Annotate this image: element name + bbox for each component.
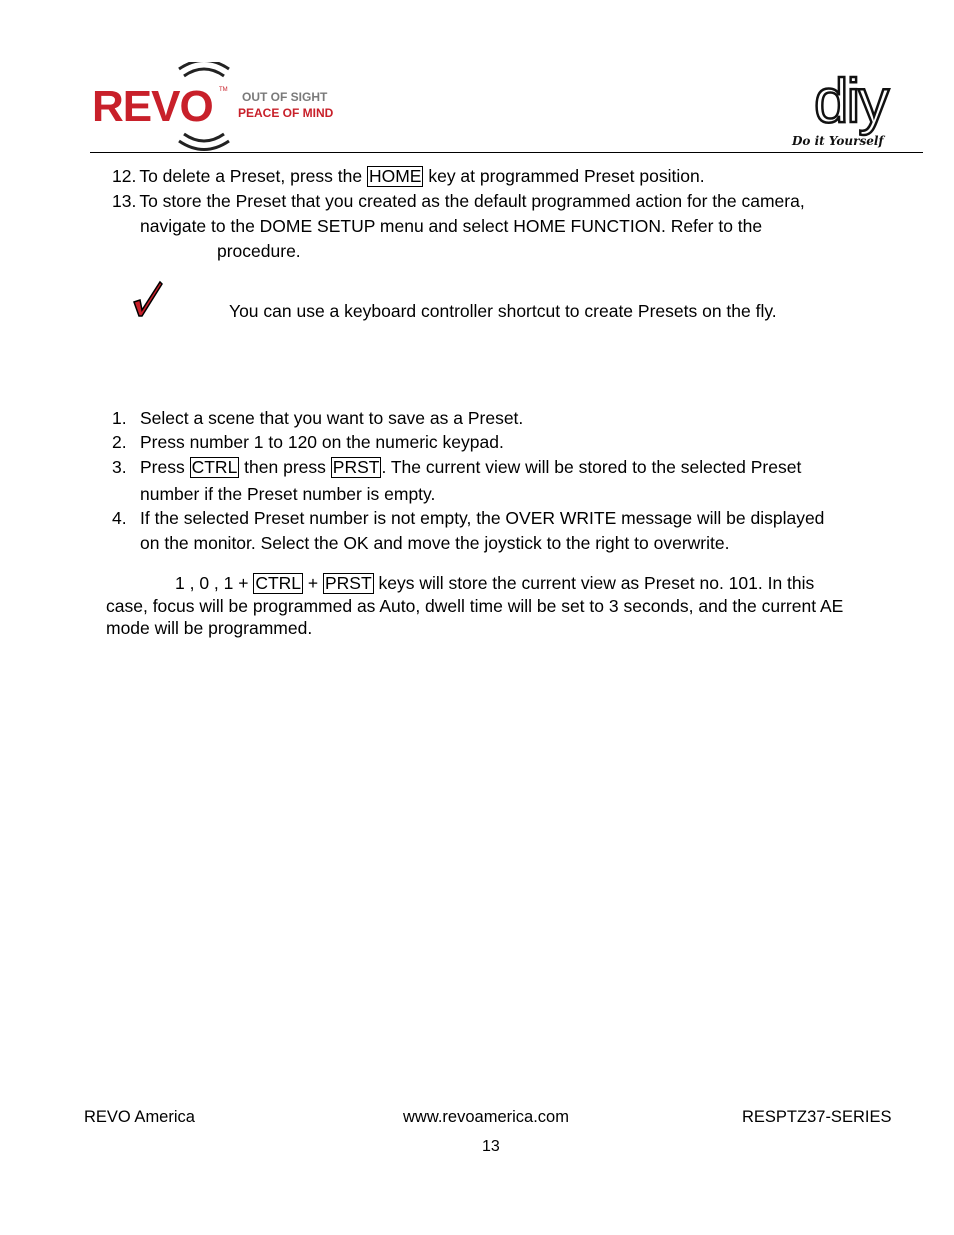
example-text: keys will store the current view as Preset no. 101. In this (373, 573, 815, 593)
footer-company: REVO America (84, 1108, 195, 1126)
checkmark-icon (132, 280, 164, 318)
example-text: + (303, 573, 323, 593)
step-text: To store the Preset that you created as the default programmed action for the camera, (139, 191, 805, 211)
prst-key-label: PRST (324, 573, 372, 593)
example-line-1 (175, 573, 814, 594)
header-divider (90, 152, 923, 153)
revo-logo (92, 62, 352, 152)
ctrl-key-label: CTRL (255, 573, 302, 593)
step-text: Press number 1 to 120 on the numeric keypad. (140, 432, 504, 452)
step-text: Press (140, 457, 190, 477)
step-4-line-2: on the monitor. Select the OK and move the joystick to the right to overwrite. (140, 533, 730, 553)
page-number: 13 (482, 1138, 500, 1155)
step-number: 4. (112, 508, 127, 528)
step-3-line-2: number if the Preset number is empty. (140, 484, 436, 504)
step-13-line-2: navigate to the DOME SETUP menu and select HOME FUNCTION. Refer to the (140, 216, 763, 236)
example-line-3: mode will be programmed. (106, 618, 313, 638)
step-13-line-3: procedure. (217, 241, 301, 261)
example-line-2: case, focus will be programmed as Auto, dwell time will be set to 3 seconds, and the current AE (106, 596, 844, 616)
tagline-out-of-sight: OUT OF SIGHT (242, 90, 328, 104)
footer-website: www.revoamerica.com (403, 1108, 569, 1126)
step-text: If the selected Preset number is not empty, the OVER WRITE message will be displayed (140, 508, 825, 528)
ctrl-key-label: CTRL (191, 457, 238, 477)
home-key-label: HOME (368, 166, 422, 186)
step-text: key at programmed Preset position. (423, 166, 705, 186)
footer-model: RESPTZ37-SERIES (742, 1108, 892, 1126)
diy-logo-word: diy (814, 67, 888, 136)
step-number: 13. (112, 191, 137, 211)
tagline-peace-of-mind: PEACE OF MIND (238, 106, 334, 120)
step-number: 2. (112, 432, 127, 452)
step-text: Select a scene that you want to save as a Preset. (140, 408, 524, 428)
step-number: 12. (112, 166, 137, 186)
example-text: 1 , 0 , 1 + (175, 573, 254, 593)
prst-key-label: PRST (332, 457, 380, 477)
step-number: 3. (112, 457, 127, 477)
step-text: . The current view will be stored to the selected Preset (381, 457, 802, 477)
step-number: 1. (112, 408, 127, 428)
diy-caption: Do it Yourself (792, 134, 884, 148)
step-12 (112, 166, 705, 187)
step-13 (112, 191, 805, 212)
trademark-mark: TM (219, 87, 228, 93)
note-text: You can use a keyboard controller shortcut to create Presets on the fly. (229, 301, 777, 321)
diy-logo (792, 67, 928, 158)
step-text: To delete a Preset, press the (139, 166, 367, 186)
step-text: then press (239, 457, 331, 477)
revo-logo-word: REVO (92, 82, 213, 131)
